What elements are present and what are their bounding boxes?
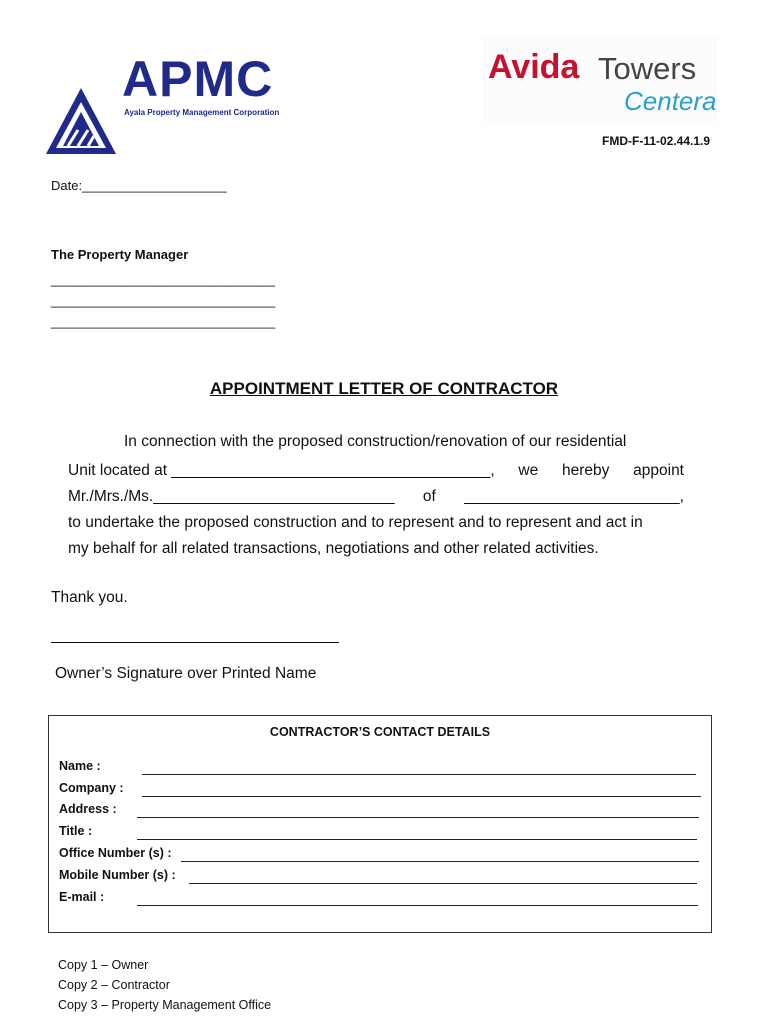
body-line-4: to undertake the proposed construction and to represent and to represent and act in (68, 514, 643, 531)
field-label-company: Company : (59, 781, 124, 795)
field-label-name: Name : (59, 759, 101, 773)
body-line-3-part: _________________________, (464, 488, 684, 505)
addressee-line: _______________________________ (51, 314, 276, 329)
addressee-line: _______________________________ (51, 272, 276, 287)
addressee-title: The Property Manager (51, 247, 189, 262)
mobile-number-fill-line (189, 883, 697, 884)
apmc-logo-subtitle: Ayala Property Management Corporation (124, 108, 280, 117)
body-line-1: In connection with the proposed construction/renovation of our residential (124, 433, 627, 450)
title-fill-line (137, 839, 697, 840)
field-label-mobile-number: Mobile Number (s) : (59, 868, 176, 882)
avida-logo-brand: Avida (488, 48, 580, 86)
body-line-2 (68, 458, 684, 484)
contact-details-box (48, 715, 712, 933)
avida-logo-towers: Towers (598, 51, 697, 86)
body-line-3-part: Mr./Mrs./Ms.____________________________ (68, 488, 395, 505)
address-fill-line (137, 817, 699, 818)
field-label-address: Address : (59, 802, 117, 816)
apmc-triangle-icon (44, 86, 118, 156)
email-fill-line (137, 905, 698, 906)
office-number-fill-line (181, 861, 699, 862)
contact-details-title: CONTRACTOR’S CONTACT DETAILS (269, 725, 491, 739)
signature-label: Owner’s Signature over Printed Name (55, 665, 317, 682)
addressee-line: _______________________________ (51, 293, 276, 308)
document-title: APPOINTMENT LETTER OF CONTRACTOR (209, 379, 559, 398)
form-code: FMD-F-11-02.44.1.9 (602, 134, 711, 148)
apmc-logo-text: APMC (122, 51, 274, 107)
copy-distribution-item: Copy 1 – Owner (58, 958, 149, 972)
body-line-2-part: hereby (561, 462, 610, 479)
field-label-office-number: Office Number (s) : (59, 846, 172, 860)
body-line-3-part: of (422, 488, 436, 505)
avida-towers-logo (482, 36, 718, 126)
field-label-title: Title : (59, 824, 93, 838)
date-field: Date:____________________ (51, 178, 227, 193)
name-fill-line (142, 774, 696, 775)
body-line-2-part: Unit located at _____________________________________, (68, 462, 495, 479)
avida-logo-centera: Centera (624, 86, 717, 116)
body-line-5: my behalf for all related transactions, negotiations and other related activities. (68, 540, 599, 557)
copy-distribution-item: Copy 3 – Property Management Office (58, 998, 272, 1012)
body-line-2-part: appoint (633, 462, 684, 479)
body-line-2-part: we (518, 462, 539, 479)
signature-line (51, 642, 339, 643)
closing-text: Thank you. (51, 589, 128, 606)
field-label-email: E-mail : (59, 890, 105, 904)
copy-distribution-item: Copy 2 – Contractor (58, 978, 170, 992)
company-fill-line (142, 796, 701, 797)
apmc-logo (44, 50, 294, 122)
body-line-3 (68, 484, 684, 510)
